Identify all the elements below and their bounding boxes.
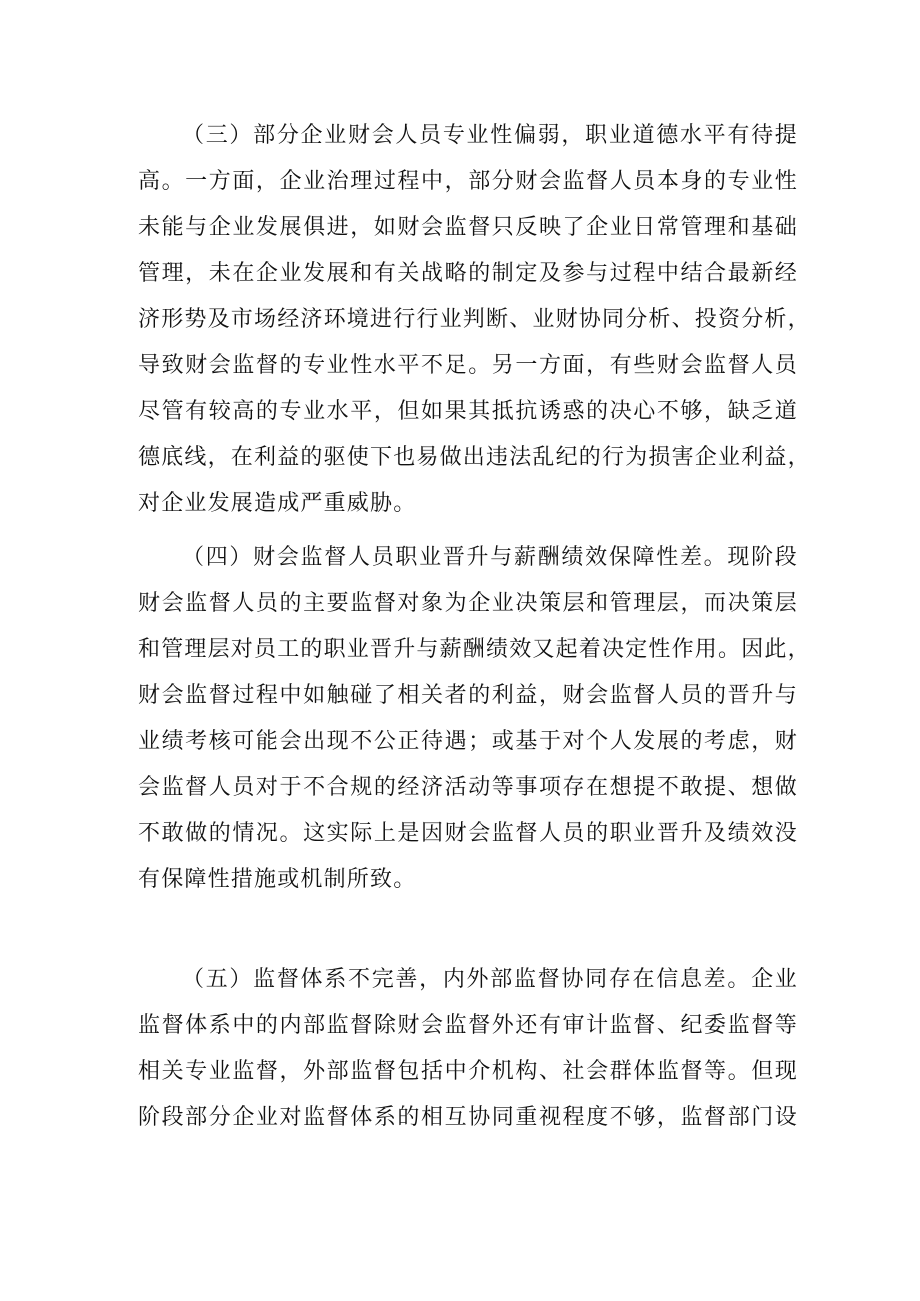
paragraph-line: （五）监督体系不完善，内外部监督协同存在信息差。企业 [182, 967, 798, 992]
paragraph-line: 高。一方面，企业治理过程中，部分财会监督人员本身的专业性 [138, 169, 798, 194]
paragraph-line: 监督体系中的内部监督除财会监督外还有审计监督、纪委监督等 [138, 1013, 798, 1038]
paragraph-line: （四）财会监督人员职业晋升与薪酬绩效保障性差。现阶段 [182, 545, 798, 570]
paragraph-line: 有保障性措施或机制所致。 [138, 867, 417, 892]
paragraph-line: 对企业发展造成严重威胁。 [138, 491, 417, 516]
paragraph-line: 财会监督过程中如触碰了相关者的利益，财会监督人员的晋升与 [138, 683, 798, 708]
paragraph-line: 会监督人员对于不合规的经济活动等事项存在想提不敢提、想做 [138, 775, 798, 800]
paragraph-line: （三）部分企业财会人员专业性偏弱，职业道德水平有待提 [182, 123, 798, 148]
paragraph-line: 财会监督人员的主要监督对象为企业决策层和管理层，而决策层 [138, 591, 798, 616]
paragraph-line: 阶段部分企业对监督体系的相互协同重视程度不够，监督部门设 [138, 1105, 798, 1130]
paragraph-line: 和管理层对员工的职业晋升与薪酬绩效又起着决定性作用。因此， [138, 637, 811, 662]
paragraph-line: 尽管有较高的专业水平，但如果其抵抗诱惑的决心不够，缺乏道 [138, 399, 798, 424]
paragraph-line: 导致财会监督的专业性水平不足。另一方面，有些财会监督人员 [138, 353, 798, 378]
paragraph-line: 相关专业监督，外部监督包括中介机构、社会群体监督等。但现 [138, 1059, 798, 1084]
paragraph-line: 未能与企业发展俱进，如财会监督只反映了企业日常管理和基础 [138, 215, 798, 240]
paragraph-line: 济形势及市场经济环境进行行业判断、业财协同分析、投资分析， [138, 307, 811, 332]
paragraph-line: 德底线，在利益的驱使下也易做出违法乱纪的行为损害企业利益， [138, 445, 811, 470]
paragraph-line: 管理，未在企业发展和有关战略的制定及参与过程中结合最新经 [138, 261, 798, 286]
paragraph-line: 业绩考核可能会出现不公正待遇；或基于对个人发展的考虑，财 [138, 729, 798, 754]
paragraph-line: 不敢做的情况。这实际上是因财会监督人员的职业晋升及绩效没 [138, 821, 798, 846]
